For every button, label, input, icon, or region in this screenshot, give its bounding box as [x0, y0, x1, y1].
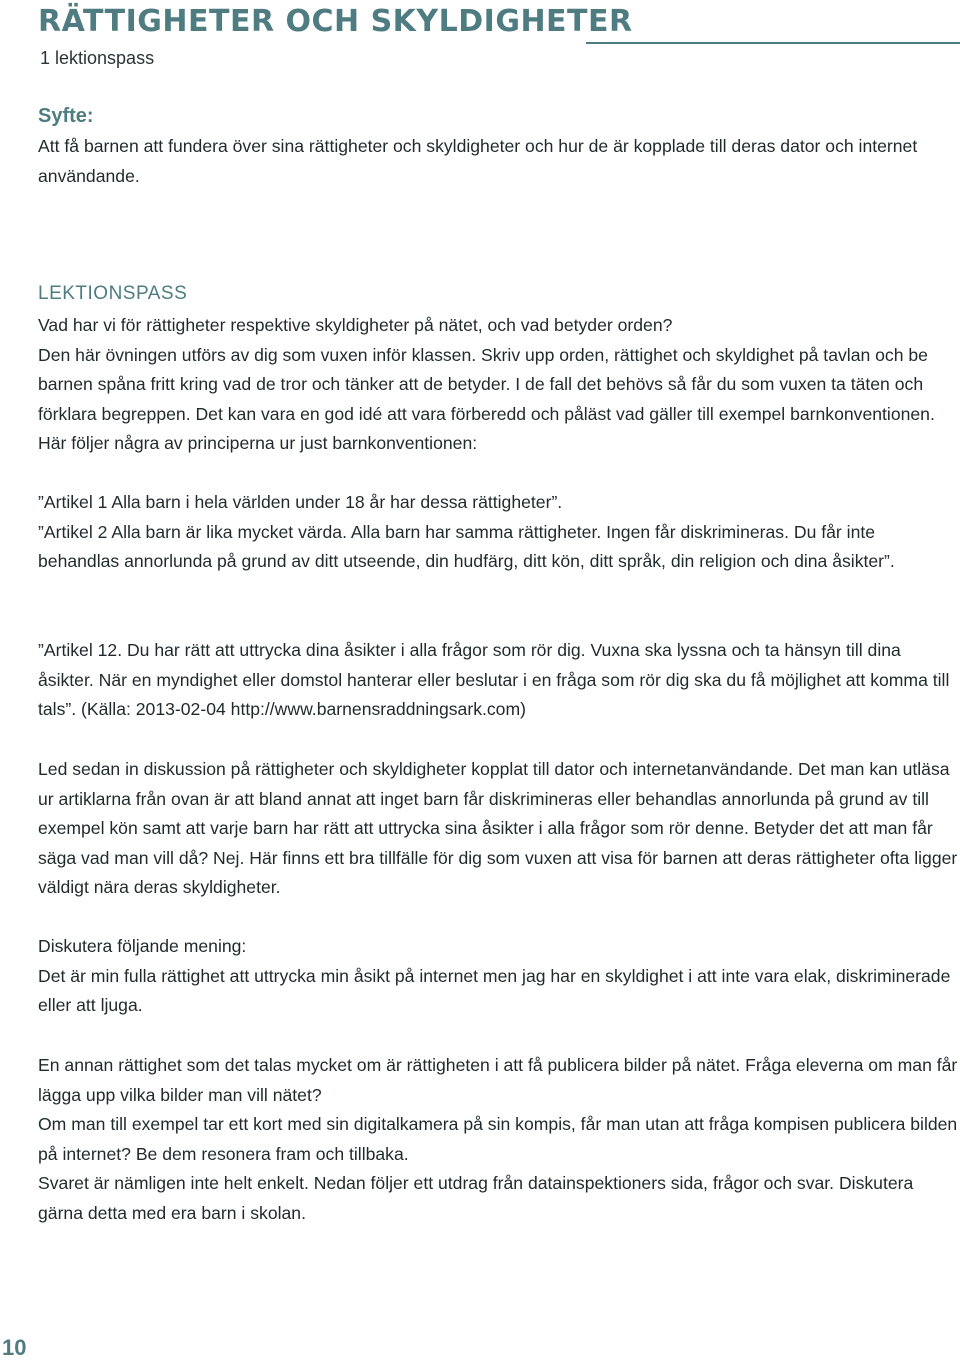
- images-paragraph-2: Om man till exempel tar ett kort med sin digitalkamera på sin kompis, får man utan att fråga kompisen publicera bilden på internet? Be dem resonera fram och tillbaka.: [38, 1114, 958, 1164]
- images-block: [38, 1051, 960, 1229]
- discuss-sentence-block: [38, 932, 960, 1021]
- articles-block: [38, 488, 960, 577]
- title-rule: [586, 42, 960, 44]
- syfte-text-block: [38, 132, 960, 191]
- images-paragraph-3: Svaret är nämligen inte helt enkelt. Nedan följer ett utdrag från datainspektioners sida, frågor och svar. Diskutera gärna detta med era barn i skolan.: [38, 1173, 914, 1223]
- syfte-text: Att få barnen att fundera över sina rättigheter och skyldigheter och hur de är kopplade till deras dator och internet användande.: [38, 136, 918, 186]
- page-number: 10: [2, 1335, 27, 1360]
- syfte-heading: Syfte:: [38, 105, 94, 127]
- images-paragraph-1: En annan rättighet som det talas mycket om är rättigheten i att få publicera bilder på nätet. Fråga eleverna om man får lägga upp vilka bilder man vill nätet?: [38, 1055, 958, 1105]
- lesson-count: 1 lektionspass: [40, 48, 155, 68]
- artikel-2: ”Artikel 2 Alla barn är lika mycket värda. Alla barn har samma rättigheter. Ingen får diskrimineras. Du får inte behandlas annorlunda på grund av ditt utseende, din hudfärg, ditt kön, ditt språk, din religion och dina åsikter”.: [38, 521, 895, 572]
- artikel-12-block: [38, 636, 960, 725]
- intro-block: [38, 311, 960, 459]
- artikel-1: ”Artikel 1 Alla barn i hela världen under 18 år har dessa rättigheter”.: [38, 492, 563, 512]
- artikel-12: ”Artikel 12. Du har rätt att uttrycka dina åsikter i alla frågor som rör dig. Vuxna ska lyssna och ta hänsyn till dina åsikter. När en myndighet eller domstol hanterar eller beslutar i en fråga som rör dig ska du få möjlighet att komma till tals”. (Källa: 2013-02-04 http://www.barnensraddningsark.com): [38, 640, 950, 720]
- discussion-text: Led sedan in diskussion på rättigheter och skyldigheter kopplat till dator och internetanvändande. Det man kan utläsa ur artiklarna från ovan är att bland annat att inget barn får diskrimineras eller behandlas annorlunda på grund av till exempel kön samt att varje barn har rätt att uttrycka sina åsikter i alla frågor som rör denne. Betyder det att man får säga vad man vill då? Nej. Här finns ett bra tillfälle för dig som vuxen att visa för barnen att deras rättigheter ofta ligger väldigt nära deras skyldigheter.: [38, 759, 958, 898]
- lektion-intro: Den här övningen utförs av dig som vuxen inför klassen. Skriv upp orden, rättighet och skyldighet på tavlan och be barnen spåna fritt kring vad de tror och tänker att de betyder. I de fall det behövs så får du som vuxen ta täten och förklara begreppen. Det kan vara en god idé att vara förberedd och påläst vad gäller till exempel barnkonventionen. Här följer några av principerna ur just barnkonventionen:: [38, 344, 935, 454]
- discussion-block: [38, 755, 960, 903]
- lektionspass-heading: LEKTIONSPASS: [38, 283, 188, 304]
- lektion-question: Vad har vi för rättigheter respektive skyldigheter på nätet, och vad betyder orden?: [38, 315, 673, 335]
- discuss-sentence: Det är min fulla rättighet att uttrycka min åsikt på internet men jag har en skyldighet i att inte vara elak, diskriminerade eller att ljuga.: [38, 965, 951, 1016]
- discuss-label: Diskutera följande mening:: [38, 936, 247, 956]
- page-title: RÄTTIGHETER OCH SKYLDIGHETER: [38, 4, 633, 39]
